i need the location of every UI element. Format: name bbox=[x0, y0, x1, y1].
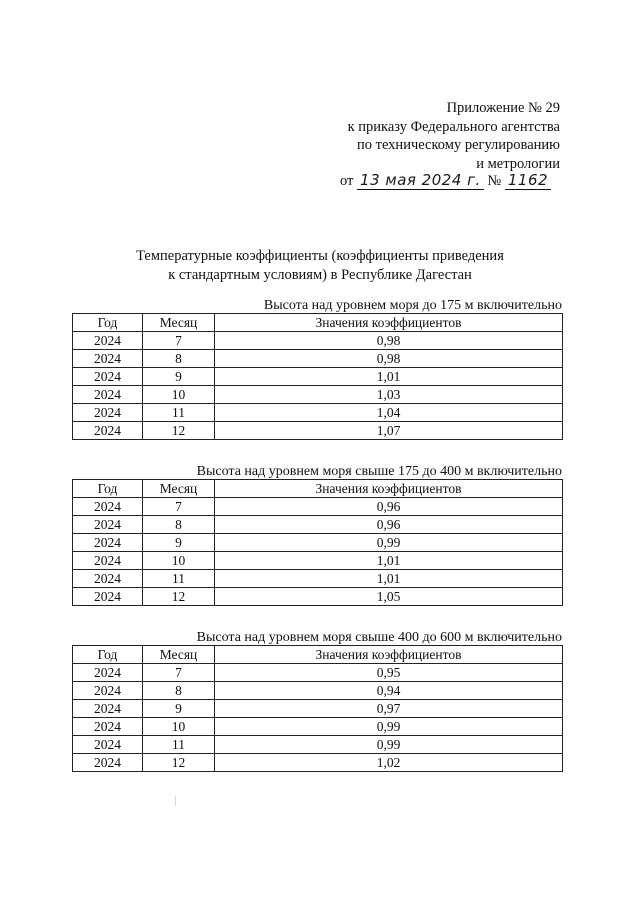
cell-year: 2024 bbox=[73, 498, 143, 516]
table-row bbox=[73, 570, 563, 588]
cell-year: 2024 bbox=[73, 404, 143, 422]
cell-month: 10 bbox=[143, 552, 215, 570]
appendix-header bbox=[348, 99, 560, 173]
agency-line: по техническому регулированию bbox=[356, 137, 560, 153]
cell-value: 1,07 bbox=[215, 422, 563, 440]
table-row bbox=[73, 534, 563, 552]
appendix-number: Приложение № 29 bbox=[446, 100, 560, 116]
section-caption: Высота над уровнем моря свыше 400 до 600 м включительно bbox=[196, 630, 562, 645]
cell-year: 2024 bbox=[73, 422, 143, 440]
scan-mark bbox=[175, 796, 176, 806]
table-row bbox=[73, 736, 563, 754]
table-row bbox=[73, 422, 563, 440]
column-header-value: Значения коэффициентов bbox=[215, 646, 563, 664]
section-caption: Высота над уровнем моря свыше 175 до 400 м включительно bbox=[196, 464, 562, 479]
agency-line-end: и метрологии bbox=[476, 155, 560, 172]
cell-month: 12 bbox=[143, 422, 215, 440]
table-header-row bbox=[73, 314, 563, 332]
table-row bbox=[73, 404, 563, 422]
cell-year: 2024 bbox=[73, 588, 143, 606]
title-line-2: к стандартным условиям) в Республике Дагестан bbox=[168, 267, 472, 283]
handwritten-order-number: 1162 bbox=[505, 172, 551, 190]
table-row bbox=[73, 386, 563, 404]
cell-value: 0,95 bbox=[215, 664, 563, 682]
section-caption: Высота над уровнем моря до 175 м включительно bbox=[263, 298, 562, 313]
coefficients-table bbox=[72, 313, 563, 440]
cell-month: 12 bbox=[143, 754, 215, 772]
column-header-month: Месяц bbox=[143, 314, 215, 332]
altitude-section-3 bbox=[72, 631, 562, 772]
cell-month: 9 bbox=[143, 534, 215, 552]
cell-month: 8 bbox=[143, 516, 215, 534]
table-row bbox=[73, 332, 563, 350]
cell-month: 8 bbox=[143, 350, 215, 368]
cell-year: 2024 bbox=[73, 552, 143, 570]
cell-month: 7 bbox=[143, 332, 215, 350]
cell-value: 1,03 bbox=[215, 386, 563, 404]
cell-month: 7 bbox=[143, 498, 215, 516]
document-title bbox=[100, 247, 540, 285]
cell-month: 10 bbox=[143, 718, 215, 736]
cell-year: 2024 bbox=[73, 664, 143, 682]
table-header-row bbox=[73, 646, 563, 664]
column-header-month: Месяц bbox=[143, 646, 215, 664]
cell-month: 11 bbox=[143, 736, 215, 754]
cell-value: 1,01 bbox=[215, 570, 563, 588]
table-header-row bbox=[73, 480, 563, 498]
table-row bbox=[73, 498, 563, 516]
cell-value: 0,94 bbox=[215, 682, 563, 700]
table-row bbox=[73, 588, 563, 606]
column-header-year: Год bbox=[73, 480, 143, 498]
table-row bbox=[73, 350, 563, 368]
cell-month: 9 bbox=[143, 368, 215, 386]
order-date-line bbox=[340, 172, 551, 190]
cell-month: 11 bbox=[143, 570, 215, 588]
cell-year: 2024 bbox=[73, 332, 143, 350]
table-row bbox=[73, 664, 563, 682]
cell-month: 7 bbox=[143, 664, 215, 682]
cell-year: 2024 bbox=[73, 350, 143, 368]
cell-year: 2024 bbox=[73, 736, 143, 754]
table-row bbox=[73, 368, 563, 386]
table-row bbox=[73, 552, 563, 570]
coefficients-table bbox=[72, 645, 563, 772]
column-header-year: Год bbox=[73, 314, 143, 332]
cell-value: 1,01 bbox=[215, 552, 563, 570]
order-reference: к приказу Федерального агентства bbox=[347, 118, 560, 135]
table-row bbox=[73, 682, 563, 700]
cell-year: 2024 bbox=[73, 718, 143, 736]
cell-year: 2024 bbox=[73, 516, 143, 534]
cell-value: 0,99 bbox=[215, 736, 563, 754]
cell-year: 2024 bbox=[73, 682, 143, 700]
cell-value: 0,99 bbox=[215, 534, 563, 552]
column-header-value: Значения коэффициентов bbox=[215, 480, 563, 498]
cell-year: 2024 bbox=[73, 368, 143, 386]
cell-value: 0,99 bbox=[215, 718, 563, 736]
title-line-1: Температурные коэффициенты (коэффициенты приведения bbox=[136, 248, 504, 264]
cell-value: 0,96 bbox=[215, 516, 563, 534]
cell-year: 2024 bbox=[73, 534, 143, 552]
table-row bbox=[73, 516, 563, 534]
cell-month: 11 bbox=[143, 404, 215, 422]
cell-year: 2024 bbox=[73, 570, 143, 588]
table-row bbox=[73, 700, 563, 718]
handwritten-date: 13 мая 2024 г. bbox=[357, 172, 484, 190]
altitude-section-1 bbox=[72, 299, 562, 440]
table-row bbox=[73, 718, 563, 736]
cell-value: 1,05 bbox=[215, 588, 563, 606]
cell-month: 12 bbox=[143, 588, 215, 606]
cell-month: 10 bbox=[143, 386, 215, 404]
cell-value: 0,97 bbox=[215, 700, 563, 718]
cell-month: 8 bbox=[143, 682, 215, 700]
coefficients-table bbox=[72, 479, 563, 606]
cell-value: 0,98 bbox=[215, 332, 563, 350]
cell-value: 1,01 bbox=[215, 368, 563, 386]
cell-value: 1,02 bbox=[215, 754, 563, 772]
cell-value: 1,04 bbox=[215, 404, 563, 422]
cell-year: 2024 bbox=[73, 386, 143, 404]
cell-month: 9 bbox=[143, 700, 215, 718]
date-prefix: от bbox=[340, 173, 354, 189]
column-header-year: Год bbox=[73, 646, 143, 664]
column-header-month: Месяц bbox=[143, 480, 215, 498]
cell-year: 2024 bbox=[73, 700, 143, 718]
table-row bbox=[73, 754, 563, 772]
cell-value: 0,98 bbox=[215, 350, 563, 368]
altitude-section-2 bbox=[72, 465, 562, 606]
number-prefix: № bbox=[487, 173, 502, 189]
cell-value: 0,96 bbox=[215, 498, 563, 516]
cell-year: 2024 bbox=[73, 754, 143, 772]
column-header-value: Значения коэффициентов bbox=[215, 314, 563, 332]
